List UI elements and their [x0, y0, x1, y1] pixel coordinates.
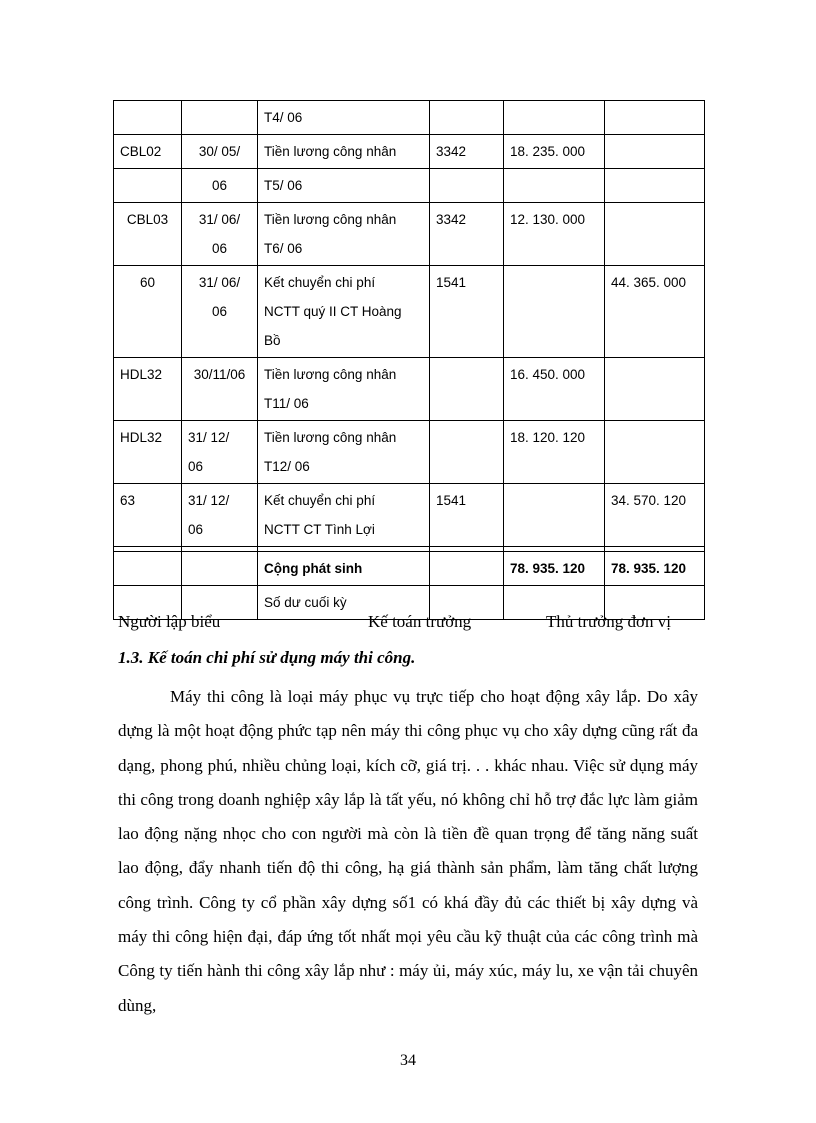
debit-cell: 16. 450. 000: [504, 358, 605, 421]
table-row: [114, 358, 705, 421]
debit-cell: [504, 484, 605, 547]
credit-cell: 44. 365. 000: [605, 266, 705, 358]
director-label: Thủ trưởng đơn vị: [546, 612, 671, 631]
account-cell: 1541: [430, 484, 504, 547]
debit-cell: 12. 130. 000: [504, 203, 605, 266]
doc-cell: [114, 101, 182, 135]
total-row: [114, 552, 705, 586]
account-cell: [430, 552, 504, 586]
debit-cell: 18. 120. 120: [504, 421, 605, 484]
desc-cell: Kết chuyển chi phí NCTT quý II CT Hoàng Bồ: [258, 266, 430, 358]
table-row: [114, 484, 705, 547]
debit-cell: 18. 235. 000: [504, 135, 605, 169]
total-debit: 78. 935. 120: [504, 552, 605, 586]
closing-label: Số dư cuối kỳ: [258, 586, 430, 620]
date-cell: 31/ 12/ 06: [182, 484, 258, 547]
desc-cell: T5/ 06: [258, 169, 430, 203]
debit-cell: [504, 266, 605, 358]
total-label: Cộng phát sinh: [258, 552, 430, 586]
doc-cell: 60: [114, 266, 182, 358]
desc-cell: T4/ 06: [258, 101, 430, 135]
date-cell: 30/ 05/: [182, 135, 258, 169]
date-cell: 31/ 12/ 06: [182, 421, 258, 484]
account-cell: [430, 101, 504, 135]
date-cell: 30/11/06: [182, 358, 258, 421]
table-row: [114, 101, 705, 135]
desc-cell: Tiền lương công nhân T11/ 06: [258, 358, 430, 421]
date-cell: 31/ 06/ 06: [182, 203, 258, 266]
total-credit: 78. 935. 120: [605, 552, 705, 586]
doc-cell: CBL02: [114, 135, 182, 169]
preparer-label: Người lập biểu: [118, 612, 221, 631]
debit-cell: [504, 101, 605, 135]
page-number: 34: [400, 1052, 416, 1069]
date-cell: 06: [182, 169, 258, 203]
doc-cell: [114, 169, 182, 203]
date-cell: [182, 552, 258, 586]
desc-cell: Tiền lương công nhân T12/ 06: [258, 421, 430, 484]
desc-cell: Kết chuyển chi phí NCTT CT Tình Lợi: [258, 484, 430, 547]
credit-cell: [605, 421, 705, 484]
table-row: [114, 421, 705, 484]
desc-cell: Tiền lương công nhân T6/ 06: [258, 203, 430, 266]
doc-cell: [114, 552, 182, 586]
section-heading: 1.3. Kế toán chi phí sử dụng máy thi công.: [118, 648, 416, 667]
doc-cell: HDL32: [114, 358, 182, 421]
chief-accountant-label: Kế toán trưởng: [368, 612, 472, 631]
credit-cell: [605, 169, 705, 203]
credit-cell: [605, 101, 705, 135]
table-row: [114, 169, 705, 203]
credit-cell: [605, 358, 705, 421]
table-row: [114, 135, 705, 169]
credit-cell: 34. 570. 120: [605, 484, 705, 547]
signature-block: [118, 612, 708, 638]
credit-cell: [605, 203, 705, 266]
account-cell: 3342: [430, 203, 504, 266]
account-cell: 3342: [430, 135, 504, 169]
doc-cell: HDL32: [114, 421, 182, 484]
account-cell: 1541: [430, 266, 504, 358]
debit-cell: [504, 169, 605, 203]
ledger-table: [113, 100, 705, 620]
date-cell: [182, 101, 258, 135]
body-paragraph: Máy thi công là loại máy phục vụ trực tiếp cho hoạt động xây lắp. Do xây dựng là một hoạt động phức tạp nên máy thi công phục vụ cho xây dựng cũng rất đa dạng, phong phú, nhiều chủng loại, kích cỡ, giá trị. . . khác nhau. Việc sử dụng máy thi công trong doanh nghiệp xây lắp là tất yếu, nó không chỉ hỗ trợ đắc lực làm giảm lao động nặng nhọc cho con người mà còn là tiền đề quan trọng để tăng năng suất lao động, đẩy nhanh tiến độ thi công, hạ giá thành sản phẩm, làm tăng chất lượng công trình. Công ty cổ phần xây dựng số1 có khá đầy đủ các thiết bị xây dựng và máy thi công hiện đại, đáp ứng tốt nhất mọi yêu cầu kỹ thuật của các công trình mà Công ty tiến hành thi công xây lắp như : máy ủi, máy xúc, máy lu, xe vận tải chuyên dùng,: [118, 687, 698, 1015]
desc-cell: Tiền lương công nhân: [258, 135, 430, 169]
account-cell: [430, 421, 504, 484]
table-row: [114, 266, 705, 358]
doc-cell: CBL03: [114, 203, 182, 266]
date-cell: 31/ 06/ 06: [182, 266, 258, 358]
table-row: [114, 203, 705, 266]
account-cell: [430, 358, 504, 421]
account-cell: [430, 169, 504, 203]
doc-cell: 63: [114, 484, 182, 547]
credit-cell: [605, 135, 705, 169]
